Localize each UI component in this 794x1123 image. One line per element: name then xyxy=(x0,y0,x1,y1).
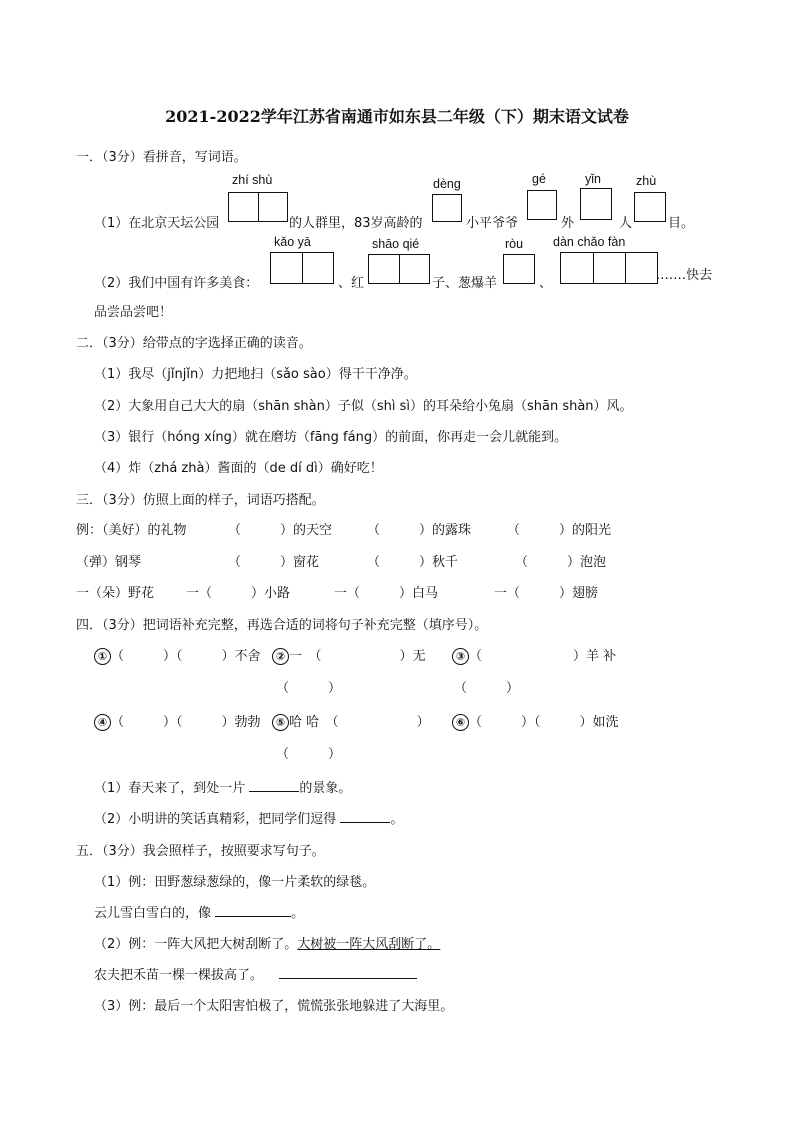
circled-6: ⑥ xyxy=(452,714,469,731)
q5-question-2: 农夫把禾苗一棵一棵拔高了。 xyxy=(94,964,417,983)
pinyin-ge: gé xyxy=(532,172,546,186)
q2-item-2: （2）大象用自己大大的扇（shān shàn）子似（shì sì）的耳朵给小兔扇（shān shàn）风。 xyxy=(94,399,633,414)
page-title: 2021-2022学年江苏省南通市如东县二年级（下）期末语文试卷 xyxy=(165,107,629,126)
q1-line1-text-c: 小平爷爷 xyxy=(466,216,519,231)
q5-heading: 五．（3分）我会照样子，按照要求写句子。 xyxy=(76,844,325,859)
pinyin-yin: yǐn xyxy=(585,172,601,186)
q1-line1-text-a: （1）在北京天坛公园 xyxy=(94,216,220,231)
q2-heading: 二．（3分）给带点的字选择正确的读音。 xyxy=(76,336,312,351)
q3-r2-c2: （ ）窗花 xyxy=(228,555,320,570)
q4-word-1: ① （ ）（ ）不舍 xyxy=(94,645,261,665)
circled-3: ③ xyxy=(452,648,469,665)
q3-r1-c2: （ ）的天空 xyxy=(228,523,333,538)
circled-5: ⑤ xyxy=(272,714,289,731)
q1-line1-text-d: 外 xyxy=(561,216,575,231)
q5-example-2: （2）例：一阵大风把大树刮断了。大树被一阵大风刮断了。 xyxy=(94,937,441,952)
answer-box-zhishu[interactable] xyxy=(228,192,288,222)
pinyin-deng: dèng xyxy=(433,177,461,191)
pinyin-danchaofan: dàn chǎo fàn xyxy=(553,235,626,249)
q1-line2-text-d: 、 xyxy=(539,276,553,291)
q1-line2-text-a: （2）我们中国有许多美食： xyxy=(94,276,259,291)
answer-box-kaoya[interactable] xyxy=(270,252,334,284)
q4-word-2-cont: （ ） xyxy=(276,681,342,696)
pinyin-shaoqie: shāo qié xyxy=(372,237,420,251)
blank-s2[interactable] xyxy=(340,810,390,823)
q4-word-3: ③ （ ）羊 补 xyxy=(452,645,616,665)
q1-heading: 一．（3分）看拼音，写词语。 xyxy=(76,150,247,165)
q3-r2-c1: （弹）钢琴 xyxy=(76,555,142,570)
q1-line2-text-c: 子、葱爆羊 xyxy=(432,276,498,291)
pinyin-zhishu: zhí shù xyxy=(232,173,273,187)
answer-box-zhu[interactable] xyxy=(634,192,666,222)
q3-r1-c3: （ ）的露珠 xyxy=(367,523,472,538)
answer-box-shaoqie[interactable] xyxy=(368,254,430,284)
q1-line3-text: 品尝品尝吧！ xyxy=(94,305,173,320)
q3-r2-c3: （ ）秋千 xyxy=(367,555,459,570)
blank-q5-1[interactable] xyxy=(215,904,291,917)
blank-q5-2[interactable] xyxy=(279,966,417,979)
q3-r3-c1: 一（朵）野花 xyxy=(76,586,155,601)
q4-word-4: ④ （ ）（ ）勃勃 xyxy=(94,711,261,731)
answer-box-deng[interactable] xyxy=(432,194,462,222)
q3-r3-c4: 一（ ）翅膀 xyxy=(494,586,599,601)
q4-word-2: ② 一 （ ）无 xyxy=(272,645,426,665)
q3-r3-c3: 一（ ）白马 xyxy=(334,586,439,601)
q4-heading: 四．（3分）把词语补充完整，再选合适的词将句子补充完整（填序号）。 xyxy=(76,618,488,633)
q5-example-3: （3）例：最后一个太阳害怕极了，慌慌张张地躲进了大海里。 xyxy=(94,999,454,1014)
answer-box-ge[interactable] xyxy=(527,190,557,220)
answer-box-rou[interactable] xyxy=(503,254,535,284)
q4-sentence-1: （1）春天来了，到处一片 的景象。 xyxy=(94,781,352,796)
q1-line1-text-b: 的人群里，83岁高龄的 xyxy=(289,216,423,231)
pinyin-zhu: zhù xyxy=(636,174,657,188)
q4-word-6: ⑥ （ ）（ ）如洗 xyxy=(452,711,619,731)
q5-question-1: 云儿雪白雪白的，像 。 xyxy=(94,906,305,921)
q3-r3-c2: 一（ ）小路 xyxy=(186,586,291,601)
q1-line1-text-f: 目。 xyxy=(668,216,695,231)
answer-box-yin[interactable] xyxy=(580,188,612,220)
q4-word-3-cont: （ ） xyxy=(454,681,520,696)
circled-1: ① xyxy=(94,648,111,665)
circled-2: ② xyxy=(272,648,289,665)
pinyin-rou: ròu xyxy=(505,237,524,251)
circled-4: ④ xyxy=(94,714,111,731)
q1-line1-text-e: 人 xyxy=(619,216,633,231)
q2-item-4: （4）炸（zhá zhà）酱面的（de dí dì）确好吃！ xyxy=(94,461,383,476)
q4-sentence-2: （2）小明讲的笑话真精彩，把同学们逗得 。 xyxy=(94,812,404,827)
q1-line2-text-b: 、红 xyxy=(338,276,365,291)
pinyin-kaoya: kǎo yā xyxy=(274,235,311,249)
q3-r1-c1: 例：（美好）的礼物 xyxy=(76,523,187,538)
q4-word-5-cont: （ ） xyxy=(276,747,342,762)
q1-line2-text-e: .……快去 xyxy=(656,268,713,283)
q2-item-3: （3）银行（hóng xíng）就在磨坊（fāng fáng）的前面，你再走一会儿就能到。 xyxy=(94,430,568,445)
answer-box-danchaofan[interactable] xyxy=(560,252,658,284)
q3-r2-c4: （ ）泡泡 xyxy=(515,555,607,570)
blank-s1[interactable] xyxy=(249,779,299,792)
q2-item-1: （1）我尽（jǐnjǐn）力把地扫（sǎo sào）得干干净净。 xyxy=(94,367,417,382)
q3-r1-c4: （ ）的阳光 xyxy=(507,523,612,538)
q4-word-5: ⑤ 哈 哈 （ ） xyxy=(272,711,430,731)
q3-heading: 三．（3分）仿照上面的样子，词语巧搭配。 xyxy=(76,493,325,508)
q5-example-1: （1）例：田野葱绿葱绿的，像一片柔软的绿毯。 xyxy=(94,875,376,890)
